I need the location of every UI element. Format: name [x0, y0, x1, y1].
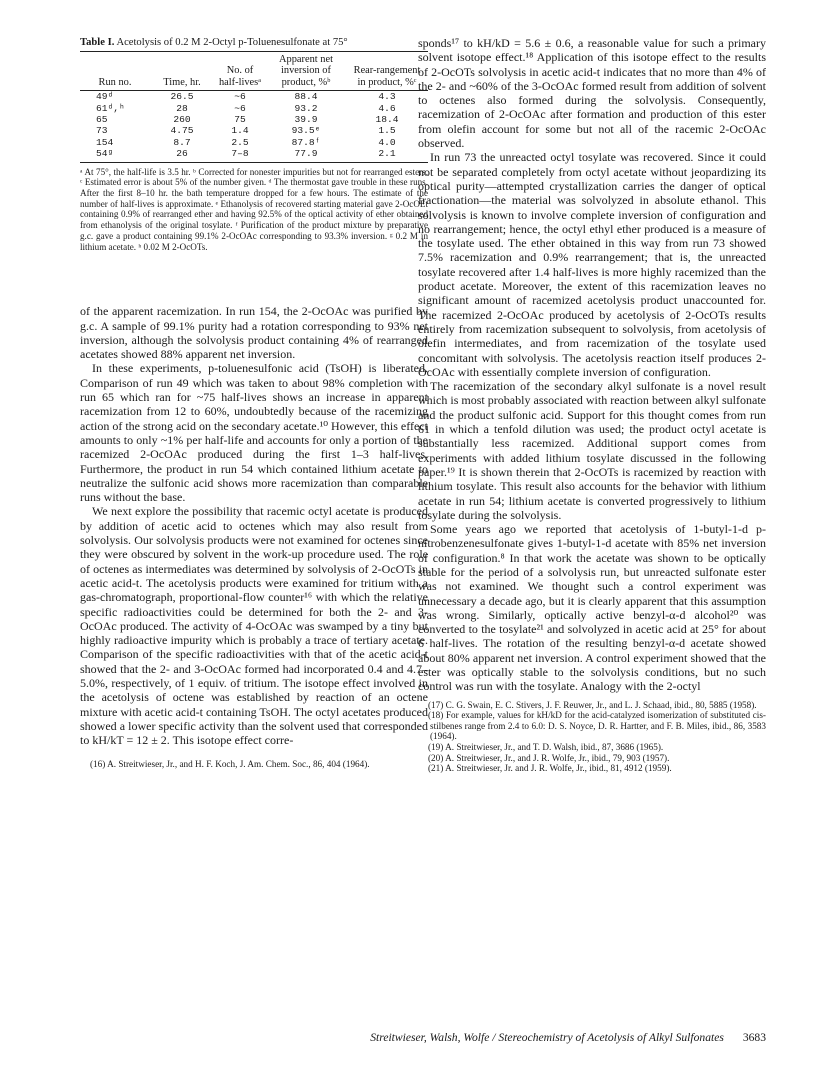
- cell-run: 73: [96, 125, 108, 137]
- cell-rearrangement: 18.4: [375, 114, 399, 126]
- body-paragraph: sponds¹⁷ to kH/kD = 5.6 ± 0.6, a reasonable value for such a primary solvent isotope effect.¹⁸ Application of this isotope effect to the results of 2-OcOTs solvolysis in acetic acid-t indicates that no more than 4% of the 2- and ~60% of the 3-OcOAc formed result from addition of solvent to octenes also formed during the solvolysis. Consequently, racemization of 2-OcOAc after formation and production of this ester from olefin account for some but not all of the racemic 2-OcOAc observed.: [418, 36, 766, 151]
- cell-time: 28: [176, 102, 188, 114]
- header-time: Time, hr.: [150, 54, 214, 91]
- cell-net-inversion: 77.9: [266, 148, 346, 162]
- cell-net-inversion: 93.2: [294, 102, 318, 114]
- table-row: [80, 125, 428, 136]
- table-row: [80, 148, 428, 162]
- table-footnotes: [80, 167, 428, 253]
- right-body: [418, 36, 766, 694]
- cell-run: 65: [96, 114, 108, 126]
- cell-run: 154: [96, 136, 114, 148]
- left-references: [80, 759, 428, 770]
- body-paragraph: Some years ago we reported that acetolysis of 1-butyl-1-d p-nitrobenzenesulfonate gives 1-butyl-1-d acetate with 85% net inversion of configuration.⁸ In that work the acetate was shown to be optically stable for the period of a solvolysis run, but unreacted sulfonate ester was not examined. We thought such a control experiment was unnecessary a decade ago, but it is clearly apparent that this assumption was wrong. Similarly, optically active benzyl-α-d alcohol²⁰ was converted to the tosylate²¹ and solvolyzed in acetic acid at 25° for about 6 half-lives. The rotation of the resulting benzyl-α-d acetate showed about 80% apparent net inversion. A control experiment showed that the ester was optically stable to the solvolysis conditions, but no such control was run with the tosylate. Analogy with the 2-octyl: [418, 522, 766, 694]
- reference-item: (21) A. Streitwieser, Jr. and J. R. Wolfe, Jr., ibid., 81, 4912 (1959).: [428, 763, 672, 774]
- body-paragraph: In run 73 the unreacted octyl tosylate was recovered. Since it could not be separated completely from octyl acetate without jeopardizing its optical purity—attempted crystallization carries the danger of optical fractionation—the material was solvolyzed in absolute ethanol. This solvolysis is known to involve complete inversion of configuration and no rearrangement; hence, the octyl ethyl ether produced is a measure of the tosylate used. The ether obtained in this way from run 73 showed 7.5% racemization and 0.9% rearrangement; that is, the unreacted tosylate recovered after 1.4 half-lives is more highly racemized than the product acetate. Moreover, the extent of this racemization leaves no significant amount of racemized acetolysis product unaccounted for. The racemized 2-OcOAc produced by acetolysis of 2-OcOTs results entirely from racemization subsequent to solvolysis, from acetolysis of olefin intermediates, and from racemization of the tosylate used concomitant with solvolysis. The acetolysis reaction itself produces 2-OcOAc with essentially complete inversion of configuration.: [418, 150, 766, 379]
- reference-item: (16) A. Streitwieser, Jr., and H. F. Koch, J. Am. Chem. Soc., 86, 404 (1964).: [90, 759, 370, 770]
- cell-net-inversion: 87.8ᶠ: [291, 136, 321, 148]
- cell-half-lives: 2.5: [231, 136, 249, 148]
- reference-item: (18) For example, values for kH/kD for the acid-catalyzed isomerization of substituted cis-stilbenes range from 2.4 to 6.0: D. S. Noyce, D. R. Hartter, and F. B. Miles, ibid., 86, 3583 (1964).: [428, 710, 766, 742]
- body-paragraph: The racemization of the secondary alkyl sulfonate is a novel result which is most probably associated with reaction between alkyl sulfonate and the product sulfonic acid. Support for this thought comes from run 61 in which a tenfold dilution was used; the product octyl acetate is substantially less racemized. Additional support comes from experiments with added lithium tosylate discussed in the following paper.¹⁹ It is shown therein that 2-OcOTs is racemized by reaction with lithium tosylate. This result also accounts for the behavior with lithium acetate in run 54; lithium acetate is converted progressively to lithium tosylate during the solvolysis.: [418, 379, 766, 522]
- cell-time: 26.5: [170, 91, 194, 103]
- reference-item: (20) A. Streitwieser, Jr., and J. R. Wolfe, Jr., ibid., 79, 903 (1957).: [428, 752, 670, 763]
- table-row: [80, 103, 428, 114]
- table-title: Acetolysis of 0.2 M 2-Octyl p-Toluenesulfonate at 75°: [116, 37, 348, 48]
- table-row: [80, 137, 428, 148]
- cell-time: 260: [173, 114, 191, 126]
- header-net-inversion: Apparent net inversion of product, %ᵇ: [266, 54, 346, 91]
- cell-rearrangement: 4.3: [378, 91, 396, 103]
- body-paragraph: We next explore the possibility that racemic octyl acetate is produced by addition of acetic acid to octenes which may also result from solvolysis. Our solvolysis products were not examined for octenes since they were obscured by solvent in the work-up procedure used. The role of octenes as intermediates was determined by solvolysis of 2-OcOTs in acetic acid-t. The acetolysis products were examined for tritium with a gas-chromatograph, proportional-flow counter¹⁶ with which the relative specific radioactivities could be determined for both the 2- and 3-OcOAc produced. The activity of 4-OcOAc was swamped by a tiny but highly radioactive impurity which is probably a trace of tertiary acetate. Comparison of the specific radioactivities with that of the acetic acid-t showed that the 2- and 3-OcOAc formed had incorporated 0.4 and 4.7–5.0%, respectively, of 1 equiv. of tritium. The isotope effect involved in the acetolysis of octene was established by reaction of an octene mixture with acetic acid-t containing TsOH. The octyl acetates produced showed a lower specific activity than the solvent used that corresponded to kH/kT = 12 ± 2. This isotope effect corre-: [80, 504, 428, 748]
- header-run: Run no.: [80, 54, 150, 91]
- cell-half-lives: 1.4: [231, 125, 249, 137]
- cell-run: 49ᵈ: [96, 91, 114, 103]
- reference-item: (19) A. Streitwieser, Jr., and T. D. Walsh, ibid., 87, 3686 (1965).: [428, 742, 664, 753]
- reference-item: (17) C. G. Swain, E. C. Stivers, J. F. Reuwer, Jr., and L. J. Schaad, ibid., 80, 5885 (1958).: [428, 699, 757, 710]
- cell-run: 54ᵍ: [80, 148, 150, 162]
- cell-run: 61ᵈ,ʰ: [96, 102, 125, 114]
- left-body: [80, 304, 428, 747]
- left-column: [80, 36, 428, 770]
- table-caption: [80, 36, 428, 49]
- page-number: 3683: [742, 1031, 766, 1044]
- body-paragraph: In these experiments, p-toluenesulfonic acid (TsOH) is liberated. Comparison of run 49 which was taken to about 98% completion with run 65 which ran for ~75 half-lives shows an increase in apparent racemization from 12 to 60%, undoubtedly because of the racemizing action of the strong acid on the secondary acetate.¹⁰ However, this effect amounts to only ~1% per half-life and accounts for only a portion of the racemized 2-OcOAc produced during the first 1–3 half-lives. Furthermore, the product in run 54 which contained lithium acetate to neutralize the sulfonic acid shows more racemization than comparable runs without the base.: [80, 361, 428, 505]
- acetolysis-table: [80, 51, 428, 163]
- table-label: Table I.: [80, 37, 115, 48]
- cell-rearrangement: 1.5: [378, 125, 396, 137]
- right-column: [418, 36, 766, 774]
- cell-time: 4.75: [170, 125, 194, 137]
- cell-half-lives: 7–8: [214, 148, 266, 162]
- table-row: [80, 91, 428, 103]
- cell-rearrangement: 4.6: [378, 102, 396, 114]
- right-references: [418, 700, 766, 774]
- cell-half-lives: 75: [234, 114, 246, 126]
- cell-net-inversion: 93.5ᵉ: [291, 125, 321, 137]
- body-paragraph: of the apparent racemization. In run 154, the 2-OcOAc was purified by g.c. A sample of 99.1% purity had a rotation corresponding to 93% net inversion, although the solvolysis product containing 4% of rearranged acetates showed 88% apparent net inversion.: [80, 304, 428, 362]
- table-row: [80, 114, 428, 125]
- table-footnote-text: ᵃ At 75°, the half-life is 3.5 hr. ᵇ Corrected for nonester impurities but not for rearranged esters. ᶜ Estimated error is about 5% of the number given. ᵈ The thermostat gave trouble in these runs. After the first 8–10 hr. the bath temperature dropped for a few hours. The estimate of the number of half-lives is approximate. ᵉ Ethanolysis of recovered starting material gave 2-OcOEt containing 0.9% of rearranged ether and having 92.5% of the optical activity of ether obtained from ethanolysis of the original tosylate. ᶠ Purification of the product mixture by preparative g.c. gave a product containing 99.1% 2-OcOAc corresponding to 93.3% inversion. ᵍ 0.2 M in lithium acetate. ʰ 0.02 M 2-OcOTs.: [80, 166, 428, 252]
- cell-rearrangement: 2.1: [346, 148, 428, 162]
- cell-half-lives: ~6: [234, 102, 246, 114]
- cell-net-inversion: 39.9: [294, 114, 318, 126]
- cell-rearrangement: 4.0: [378, 136, 396, 148]
- cell-half-lives: ~6: [234, 91, 246, 103]
- header-rearrangement: Rear-rangement in product, %ᶜ: [346, 54, 428, 91]
- cell-net-inversion: 88.4: [294, 91, 318, 103]
- cell-time: 8.7: [173, 136, 191, 148]
- cell-time: 26: [150, 148, 214, 162]
- running-title: Streitwieser, Walsh, Wolfe / Stereochemistry of Acetolysis of Alkyl Sulfonates: [370, 1031, 724, 1044]
- running-footer: [80, 1031, 766, 1044]
- header-half-lives: No. of half-livesᵃ: [214, 54, 266, 91]
